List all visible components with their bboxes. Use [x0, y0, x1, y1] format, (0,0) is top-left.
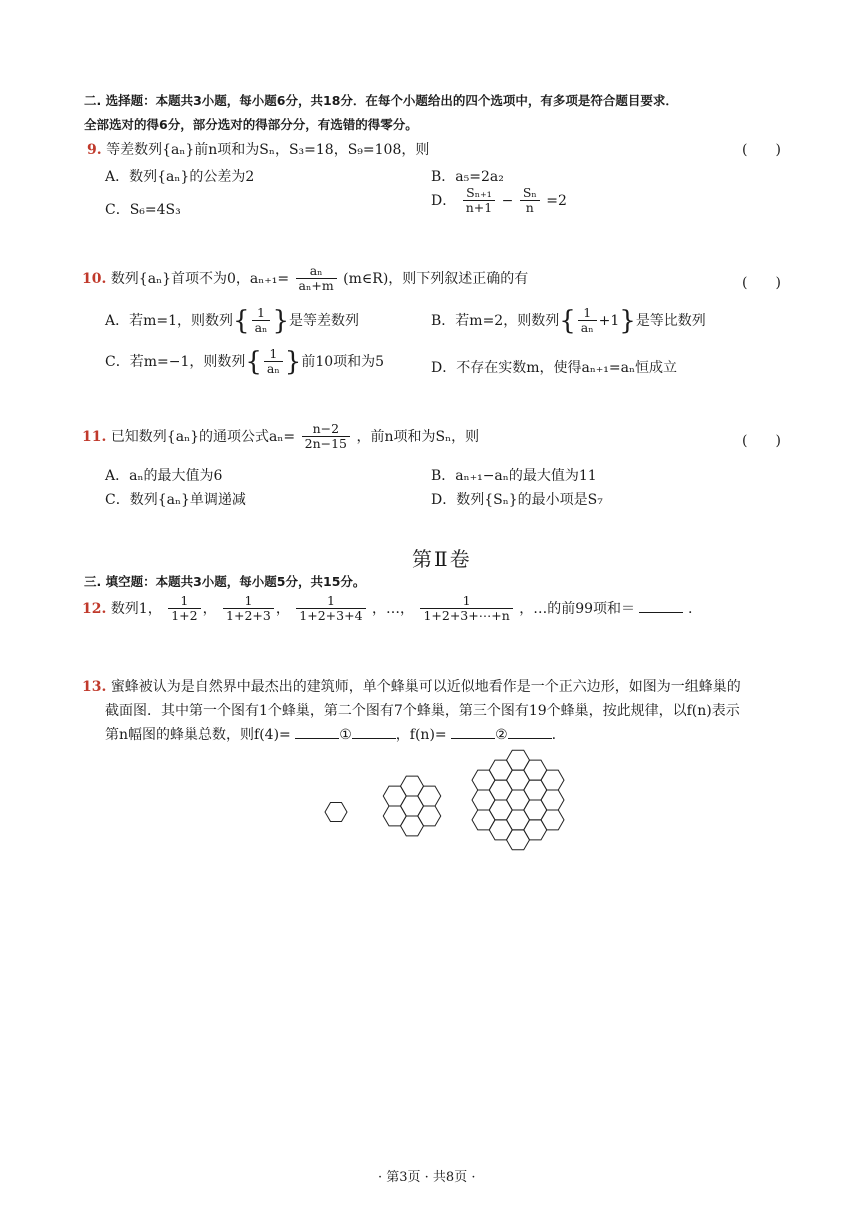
right-brace: }	[619, 305, 636, 336]
denominator: aₙ	[266, 361, 280, 377]
option-d: D．不存在实数m，使得aₙ₊₁=aₙ恒成立	[431, 360, 678, 376]
q12-end: .	[687, 600, 693, 617]
denominator: aₙ	[254, 320, 268, 336]
option-a-post: 是等差数列	[289, 312, 359, 329]
numerator: 1	[252, 306, 271, 321]
part-title: 第Ⅱ卷	[412, 547, 472, 571]
q13-mid: ，f(n)=	[395, 727, 447, 743]
option-a: A．数列{aₙ}的公差为2	[105, 169, 255, 185]
option-a-pre: A．若m=1，则数列	[105, 312, 234, 329]
option-b: B．a₅=2a₂	[431, 169, 504, 185]
denominator: n+1	[465, 200, 493, 216]
denominator: 1+2+3	[226, 608, 271, 624]
numerator: 1	[223, 594, 274, 609]
denominator: 1+2+3+4	[299, 608, 363, 624]
answer-paren: ( )	[742, 433, 781, 449]
left-brace: {	[559, 305, 576, 336]
denominator: aₙ	[580, 320, 594, 336]
left-brace: {	[233, 305, 250, 336]
answer-paren: ( )	[742, 142, 781, 158]
hexagon-cell	[541, 810, 564, 830]
section3-heading: 三. 填空题：本题共3小题，每小题5分，共15分。	[84, 574, 366, 589]
right-brace: }	[272, 305, 289, 336]
option-d: D．数列{Sₙ}的最小项是S₇	[431, 492, 603, 508]
page-footer: · 第3页 · 共8页 ·	[378, 1170, 476, 1185]
option-c-pre: C．若m=−1，则数列	[105, 353, 246, 370]
section2-heading-line1: 二. 选择题：本题共3小题，每小题6分，共18分．在每个小题给出的四个选项中，有多项是符合题目要求．	[84, 93, 678, 108]
question-number: 10.	[82, 270, 107, 287]
q12-post: ，…的前99项和＝	[519, 600, 636, 617]
numerator: n−2	[302, 422, 350, 437]
numerator: 1	[578, 306, 597, 321]
denominator: 1+2	[171, 608, 198, 624]
q13-line2: 截面图．其中第一个图有1个蜂巢，第二个图有7个蜂巢，第三个图有19个蜂巢，按此规律，以f(n)表示	[105, 703, 740, 719]
option-b: B．aₙ₊₁−aₙ的最大值为11	[431, 468, 597, 484]
hexagon-cell	[541, 770, 564, 790]
q13-end: .	[551, 727, 557, 743]
option-b-post: 是等比数列	[635, 312, 706, 329]
stem-pre: 已知数列{aₙ}的通项公式aₙ=	[110, 428, 296, 445]
hexagon-cell	[418, 806, 441, 826]
numerator: 1	[296, 594, 365, 609]
honeycomb-figure-2	[383, 776, 441, 836]
q12-dots: ，…，	[371, 600, 414, 617]
option-b-mid: +1	[598, 312, 620, 329]
denominator: 2n−15	[304, 436, 348, 452]
q12-pre: 数列1，	[110, 600, 162, 617]
numerator: Sₙ	[520, 186, 540, 201]
minus-sign: −	[501, 192, 514, 209]
numerator: 1	[168, 594, 200, 609]
right-brace: }	[284, 346, 302, 377]
blank-mark-1: ①	[339, 727, 352, 743]
numerator: 1	[264, 347, 283, 362]
question-12: 12. 数列1， $\frac{1}{1+2}$ ， $\frac{1}{1+2+3}$ ， $\frac{1}{1+2+3+4}$ ，…， $\frac{1}{1+2+3+\cdots+n}$ ，…的前99项和＝ .	[82, 593, 693, 624]
option-c: C．S₆=4S₃	[105, 202, 181, 218]
stem-pre: 数列{aₙ}首项不为0，aₙ₊₁=	[110, 270, 290, 287]
option-b-pre: B．若m=2，则数列	[431, 312, 560, 329]
denominator: n	[525, 200, 534, 216]
stem-post: ，前n项和为Sₙ，则	[356, 428, 480, 445]
q13-line1: 蜜蜂被认为是自然界中最杰出的建筑师，单个蜂巢可以近似地看作是一个正六边形，如图为一组蜂巢的	[110, 679, 741, 695]
question-number: 13.	[82, 679, 107, 695]
q13-line3-pre: 第n幅图的蜂巢总数，则f(4)=	[105, 727, 291, 743]
question-number: 9.	[87, 142, 102, 158]
section2-heading-line2: 全部选对的得6分，部分选对的得部分分，有选错的得零分。	[84, 117, 418, 132]
hexagon-cell	[418, 786, 441, 806]
honeycomb-figure-3	[472, 750, 564, 850]
option-c-post: 前10项和为5	[301, 353, 385, 370]
option-d-suffix: =2	[546, 192, 567, 209]
hexagon-cell	[541, 790, 564, 810]
blank-mark-2: ②	[495, 727, 508, 743]
numerator: aₙ	[296, 264, 337, 279]
honeycomb-figure-1	[325, 802, 347, 821]
denominator: 1+2+3+⋯+n	[423, 608, 510, 624]
left-brace: {	[245, 346, 262, 377]
question-text: 等差数列{aₙ}前n项和为Sₙ，S₃=18，S₉=108，则	[106, 142, 430, 158]
hexagon-cell	[325, 802, 347, 821]
question-number: 11.	[82, 428, 107, 445]
denominator: aₙ+m	[298, 278, 334, 294]
stem-post: (m∈R)，则下列叙述正确的有	[343, 270, 529, 287]
numerator: Sₙ₊₁	[463, 186, 495, 201]
question-number: 12.	[82, 600, 107, 617]
numerator: 1	[420, 594, 512, 609]
option-d-prefix: D．	[431, 192, 457, 209]
option-a: A．aₙ的最大值为6	[105, 468, 223, 484]
answer-paren: ( )	[742, 275, 781, 291]
option-c: C．数列{aₙ}单调递减	[105, 492, 246, 508]
